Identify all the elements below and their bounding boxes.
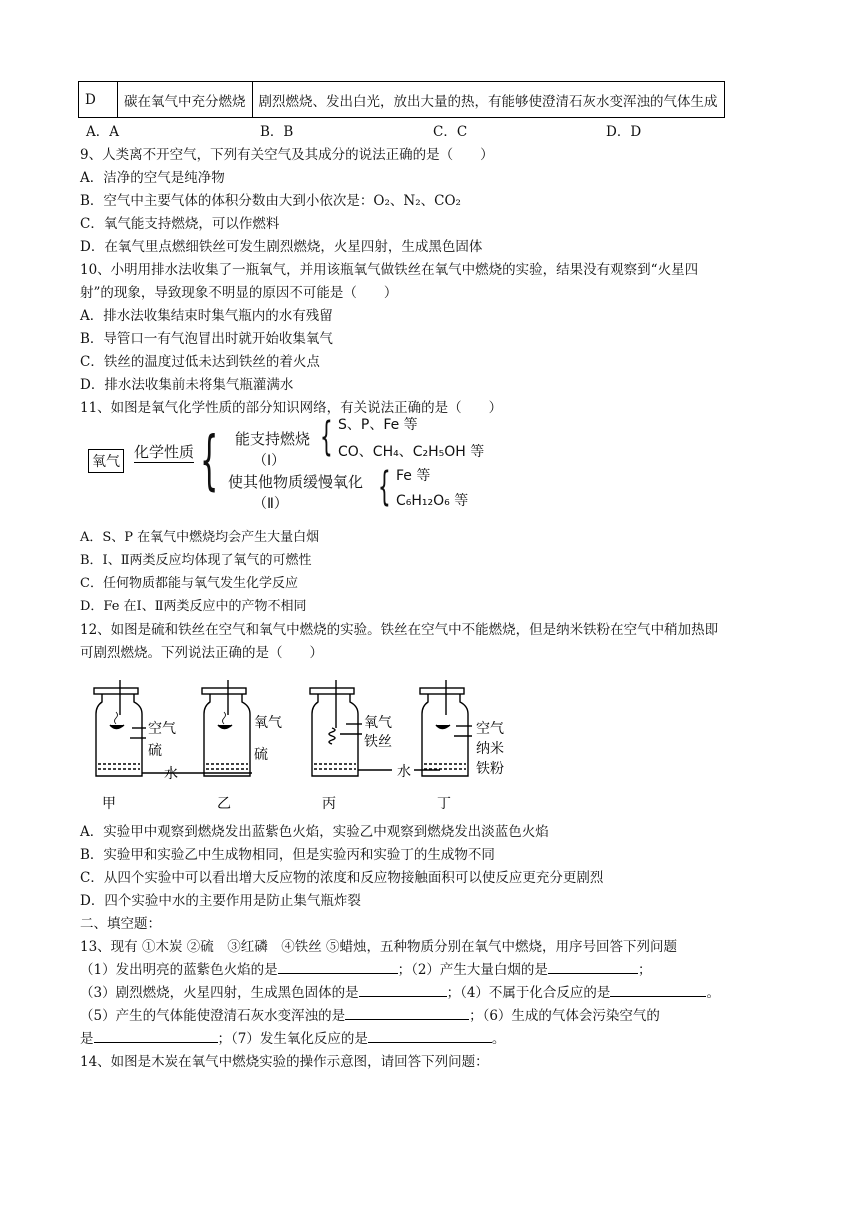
q11-stem: 11、如图是氧气化学性质的部分知识网络，有关说法正确的是（ ）	[80, 400, 503, 416]
water-label-2: 水	[397, 764, 411, 780]
b1-item-2: CO、CH₄、C₂H₅OH 等	[338, 444, 485, 460]
b2-item-1: Fe 等	[396, 468, 431, 484]
q13-p6b: 是	[80, 1031, 94, 1047]
q13-p2-end: ；	[637, 962, 652, 978]
answer-blank-2[interactable]	[548, 960, 638, 974]
jia-gas-label: 空气	[148, 721, 176, 737]
q13-p3: （3）剧烈燃烧，火星四射，生成黑色固体的是	[80, 985, 359, 1001]
q10-option-d: D．排水法收集前未将集气瓶灌满水	[80, 377, 294, 393]
root-oxygen-box: 氧气	[88, 449, 124, 473]
q10-stem-1: 10、小明用排水法收集了一瓶氧气，并用该瓶氧气做铁丝在氧气中燃烧的实验，结果没有观察到“火星四	[80, 262, 699, 278]
q9-option-b: B．空气中主要气体的体积分数由大到小依次是：O₂、N₂、CO₂	[80, 193, 461, 209]
q12-stem-1: 12、如图是硫和铁丝在空气和氧气中燃烧的实验。铁丝在空气中不能燃烧，但是纳米铁粉在空气中稍加热即	[80, 622, 719, 638]
q10-stem-2: 射”的现象，导致现象不明显的原因不可能是（ ）	[80, 285, 398, 301]
q13-stem: 13、现有 ①木炭 ②硫 ③红磷 ④铁丝 ⑤蜡烛，五种物质分别在氧气中燃烧，用序号回答下列问题	[80, 939, 678, 955]
b1-number: （Ⅰ）	[253, 453, 286, 469]
q13-p5: （5）产生的气体能使澄清石灰水变浑浊的是	[80, 1008, 346, 1024]
jar-ding	[420, 680, 472, 776]
jia-sub-label: 硫	[148, 743, 162, 759]
q13-p6: ；（6）生成的气体会污染空气的	[469, 1008, 660, 1024]
q9-option-c: C．氧气能支持燃烧，可以作燃料	[80, 216, 280, 232]
b2-number: （Ⅱ）	[253, 496, 288, 512]
q14-stem: 14、如图是木炭在氧气中燃烧实验的操作示意图，请回答下列问题：	[80, 1054, 489, 1070]
q13-line-2	[80, 981, 720, 1001]
section-fill-in: 二、填空题：	[80, 916, 161, 932]
choice-d: D．D	[606, 124, 642, 140]
jar-name-ding: 丁	[437, 796, 451, 812]
q9-option-a: A．洁净的空气是纯净物	[80, 170, 225, 186]
q13-p4-end: 。	[706, 985, 720, 1001]
yi-sub-label: 硫	[254, 747, 268, 763]
q13-p7: ；（7）发生氧化反应的是	[217, 1031, 368, 1047]
q11-option-b: B．Ⅰ、Ⅱ两类反应均体现了氧气的可燃性	[80, 553, 312, 568]
answer-blank-5[interactable]	[345, 1006, 469, 1020]
bing-gas-label: 氧气	[364, 715, 392, 731]
b2-item-2: C₆H₁₂O₆ 等	[396, 493, 469, 509]
jar-name-yi: 乙	[217, 796, 231, 812]
q10-option-a: A．排水法收集结束时集气瓶内的水有残留	[80, 308, 333, 324]
answer-blank-7[interactable]	[368, 1029, 492, 1043]
q12-option-a: A．实验甲中观察到燃烧发出蓝紫色火焰，实验乙中观察到燃烧发出淡蓝色火焰	[80, 824, 549, 840]
jar-yi	[202, 680, 250, 776]
answer-blank-3[interactable]	[359, 983, 447, 997]
q12-option-c: C．从四个实验中可以看出增大反应物的浓度和反应物接触面积可以使反应更充分更剧烈	[80, 870, 604, 886]
jar-bing	[310, 680, 362, 776]
yi-gas-label: 氧气	[254, 715, 282, 731]
q13-p2: ；（2）产生大量白烟的是	[397, 962, 548, 978]
b1-brace: {	[320, 414, 333, 460]
q9-option-d: D．在氧气里点燃细铁丝可发生剧烈燃烧，火星四射，生成黑色固体	[80, 239, 483, 255]
q12-option-d: D．四个实验中水的主要作用是防止集气瓶炸裂	[80, 893, 361, 909]
b1-item-1: S、P、Fe 等	[338, 417, 418, 433]
main-brace: {	[200, 424, 219, 498]
answer-blank-1[interactable]	[278, 960, 398, 974]
q13-p7-end: 。	[491, 1031, 506, 1047]
q11-option-d: D．Fe 在Ⅰ、Ⅱ两类反应中的产物不相同	[80, 599, 307, 614]
branch-chem-property: 化学性质	[134, 443, 195, 461]
q13-p4: ；（4）不属于化合反应的是	[446, 985, 611, 1001]
q11-option-a: A．S、P 在氧气中燃烧均会产生大量白烟	[80, 530, 320, 545]
row-phenomenon: 剧烈燃烧、发出白光，放出大量的热，有能够使澄清石灰水变浑浊的气体生成	[252, 82, 724, 118]
ding-gas-label: 空气	[476, 721, 504, 737]
q13-line-4	[80, 1027, 505, 1047]
row-substance: 碳在氧气中充分燃烧	[118, 82, 253, 118]
q11-option-c: C．任何物质都能与氧气发生化学反应	[80, 576, 298, 591]
b1-label: 能支持燃烧	[235, 430, 311, 448]
table-row	[79, 82, 725, 118]
jar-experiments-figure	[92, 680, 532, 815]
q10-option-b: B．导管口一有气泡冒出时就开始收集氧气	[80, 331, 333, 347]
q12-option-b: B．实验甲和实验乙中生成物相同，但是实验丙和实验丁的生成物不同	[80, 847, 495, 863]
q12-stem-2: 可剧烈燃烧。下列说法正确的是（ ）	[80, 645, 323, 661]
answer-table	[78, 81, 725, 118]
oxygen-knowledge-diagram	[88, 408, 508, 513]
choice-b: B．B	[260, 124, 294, 140]
answer-blank-6[interactable]	[94, 1029, 218, 1043]
b2-label: 使其他物质缓慢氧化	[228, 473, 364, 491]
answer-blank-4[interactable]	[610, 983, 706, 997]
q13-p1: （1）发出明亮的蓝紫色火焰的是	[80, 962, 278, 978]
jar-jia	[94, 680, 146, 776]
choice-c: C．C	[433, 124, 468, 140]
ding-sub-label-1: 纳米	[476, 741, 504, 757]
ding-sub-label-2: 铁粉	[476, 761, 504, 777]
jar-name-jia: 甲	[102, 796, 116, 812]
bing-sub-label: 铁丝	[364, 734, 392, 750]
q13-line-3	[80, 1004, 660, 1024]
row-letter: D	[79, 82, 118, 118]
q13-line-1	[80, 958, 651, 978]
water-label-1: 水	[164, 766, 178, 782]
choice-a: A．A	[86, 124, 119, 140]
b2-brace: {	[378, 464, 391, 510]
q9-stem: 9、人类离不开空气，下列有关空气及其成分的说法正确的是（ ）	[80, 147, 494, 163]
q10-option-c: C．铁丝的温度过低未达到铁丝的着火点	[80, 354, 320, 370]
jar-name-bing: 丙	[322, 796, 336, 812]
